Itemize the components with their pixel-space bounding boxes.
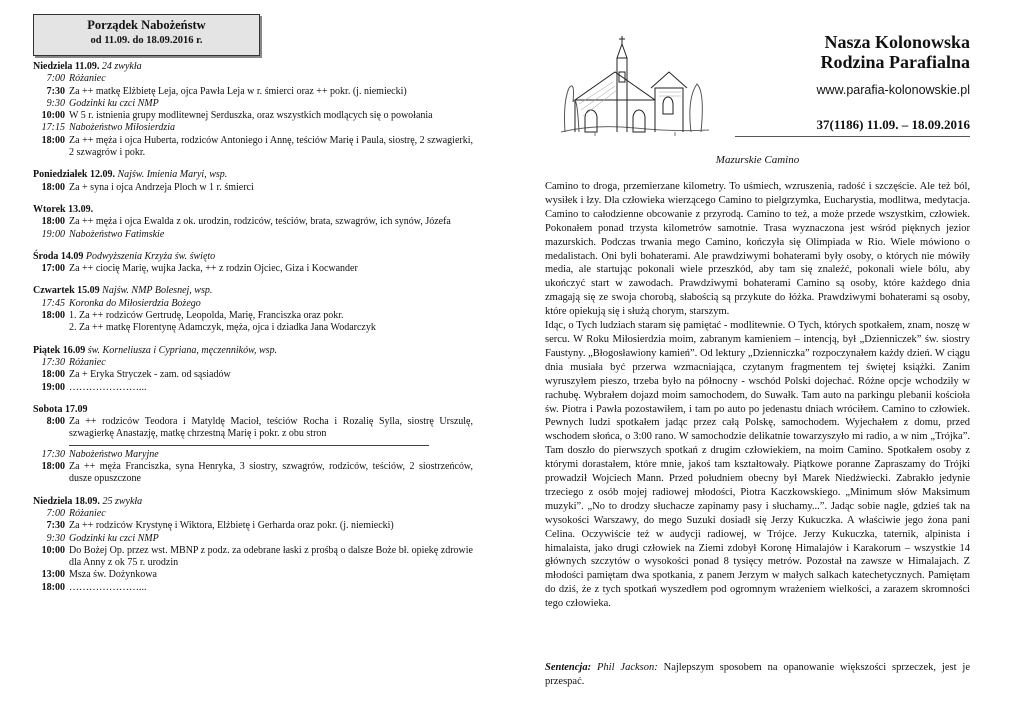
day-heading bbox=[33, 285, 473, 297]
entry-text: Godzinki ku czci NMP bbox=[69, 532, 159, 544]
article-paragraph: Camino to droga, przemierzane kilometry. To uśmiech, wzruszenia, radość i szczęście. Ale też ból, wysiłek i łzy. Dla człowieka wierzącego Camino to pielgrzymka, Eucharystia, modlitwa, medytacja. Camino to całodzienne obcowanie z przyrodą. Camino to też, a może przede wszystkim, człowiek. Pokonałem ponad trzysta kilometrów samotnie. Trasa wyznaczona jest wśród pięknych jezior mazurskich. Podczas trwania mego Camino, kończyła się Olimpiada w Rio. Wiele mówiono o medalistach. Oni byli bohaterami. Ale prawdziwymi bohaterami były osoby, o których nie mówiły media, ale startując pokonali wiele przeszkód, aby tam się znaleźć, pokonali wiele bólu, aby ukończyć start w zawodach. Prawdziwymi bohaterami Camino są osoby, które każdego dnia zmagają się ze swoja chorobą, słabością są przykute do łóżka. Prawdziwymi bohaterami są osoby, które opiekują się i służą chorym, starszym. bbox=[545, 181, 970, 318]
entry-time: 18:00 bbox=[41, 181, 65, 193]
entry-time: 7:00 bbox=[46, 507, 65, 519]
schedule-entry bbox=[33, 298, 473, 310]
schedule-entry bbox=[33, 122, 473, 134]
schedule-day bbox=[33, 285, 473, 334]
schedule-entry bbox=[33, 110, 473, 122]
sentencja-author: Phil Jackson: bbox=[597, 662, 658, 673]
entry-time: 17:30 bbox=[41, 356, 65, 368]
entry-text: 1. Za ++ rodziców Gertrudę, Leopolda, Marię, Franciszka oraz pokr. bbox=[69, 310, 344, 322]
schedule-day bbox=[33, 496, 473, 594]
day-note: 24 zwykła bbox=[101, 61, 142, 72]
entry-text: Za ++ męża i ojca Huberta, rodziców Antoniego i Annę, teściów Marię i Paula, siostrę, 2 szwagierki, 2 szwagrów i pokr. bbox=[69, 134, 473, 159]
day-name: Piątek 16.09 bbox=[33, 344, 86, 356]
entry-text: Za ++ rodziców Teodora i Matyldę Macioł, teściów Rocha i Rozalię Sylla, siostrę Urszulę, szwagierkę Anastazję, matkę chrzestną Marię i pokr. z obu stron bbox=[69, 416, 473, 440]
schedule-entry bbox=[33, 416, 473, 441]
schedule-entry bbox=[33, 182, 473, 194]
entry-text: Za + Eryka Stryczek - zam. od sąsiadów bbox=[69, 369, 231, 381]
entry-text: 2. Za ++ matkę Florentynę Adamczyk, męża, ojca i dziadka Jana Wodarczyk bbox=[69, 322, 376, 334]
schedule-entry bbox=[33, 449, 473, 461]
schedule-day bbox=[33, 404, 473, 441]
entry-time: 13:00 bbox=[41, 569, 65, 581]
schedule-title: Porządek Nabożeństw bbox=[87, 18, 206, 32]
schedule-dates: od 11.09. do 18.09.2016 r. bbox=[90, 35, 203, 47]
sentencja-text: Najlepszym sposobem na opanowanie większości sprzeczek, jest je przespać. bbox=[545, 662, 970, 687]
entry-time: 7:30 bbox=[46, 520, 65, 532]
day-heading bbox=[33, 169, 473, 181]
day-heading bbox=[33, 251, 473, 263]
day-note: św. Korneliusza i Cypriana, męczenników, wsp. bbox=[87, 344, 278, 356]
schedule-entry bbox=[33, 135, 473, 160]
sentencja-label: Sentencja: bbox=[545, 662, 592, 673]
schedule-day bbox=[33, 251, 473, 276]
schedule-day bbox=[33, 204, 473, 241]
day-name: Wtorek 13.09. bbox=[33, 203, 94, 215]
schedule-entry bbox=[33, 310, 473, 322]
entry-text: Za ++ ciocię Marię, wujka Jacka, ++ z rodzin Ojciec, Giza i Kocwander bbox=[69, 263, 358, 275]
entry-time: 8:00 bbox=[46, 416, 65, 428]
entry-text: Za ++ matkę Elżbietę Leja, ojca Pawła Leja w r. śmierci oraz ++ pokr. (j. niemiecki) bbox=[69, 85, 407, 97]
entry-text: …………………... bbox=[69, 581, 147, 593]
entry-text: Msza św. Dożynkowa bbox=[69, 569, 157, 581]
entry-text: Za + syna i ojca Andrzeja Ploch w 1 r. śmierci bbox=[69, 181, 254, 193]
entry-text: Za ++ męża Franciszka, syna Henryka, 3 siostry, szwagrów, rodziców, teściów, 2 siostrzeńców, dusze opuszczone bbox=[69, 461, 473, 485]
schedule-separator bbox=[69, 445, 429, 446]
entry-time: 19:00 bbox=[41, 228, 65, 240]
entry-text: Nabożeństwo Maryjne bbox=[69, 448, 159, 460]
day-note: Podwyższenia Krzyża św. święto bbox=[85, 250, 216, 262]
day-note: 25 zwykła bbox=[102, 495, 143, 507]
entry-time: 19:00 bbox=[41, 381, 65, 393]
entry-time: 17:00 bbox=[41, 263, 65, 275]
entry-text: Koronka do Miłosierdzia Bożego bbox=[69, 297, 201, 309]
entry-text: Nabożeństwo Fatimskie bbox=[69, 228, 165, 240]
schedule-entry bbox=[33, 382, 473, 394]
schedule-entry bbox=[33, 545, 473, 570]
entry-time: 18:00 bbox=[41, 216, 65, 228]
entry-time: 17:45 bbox=[41, 297, 65, 309]
schedule-entry bbox=[33, 582, 473, 594]
entry-time: 10:00 bbox=[41, 110, 65, 122]
entry-time: 18:00 bbox=[41, 461, 65, 473]
schedule-entry bbox=[33, 508, 473, 520]
day-name: Niedziela 18.09. bbox=[33, 495, 100, 507]
entry-time bbox=[33, 322, 69, 334]
entry-text: Za ++ męża i ojca Ewalda z ok. urodzin, rodziców, teściów, brata, szwagrów, ich synów, Józefa bbox=[69, 216, 451, 228]
schedule-day bbox=[33, 169, 473, 194]
entry-text: W 5 r. istnienia grupy modlitewnej Serduszka, oraz wszystkich modlących się o powołania bbox=[69, 110, 433, 122]
entry-time: 9:30 bbox=[46, 532, 65, 544]
entry-time: 18:00 bbox=[41, 134, 65, 146]
day-name: Sobota 17.09 bbox=[33, 403, 88, 415]
entry-text: Różaniec bbox=[69, 356, 106, 368]
day-name: Środa 14.09 bbox=[33, 250, 84, 262]
entry-text: …………………... bbox=[69, 381, 147, 393]
day-name: Czwartek 15.09 bbox=[33, 285, 100, 297]
schedule-entry bbox=[33, 86, 473, 98]
article-body bbox=[545, 180, 970, 611]
day-heading bbox=[33, 345, 473, 357]
article-title: Mazurskie Camino bbox=[715, 154, 800, 166]
entry-text: Godzinki ku czci NMP bbox=[69, 97, 159, 109]
schedule-day-continued bbox=[33, 449, 473, 486]
day-note: Najśw. NMP Bolesnej, wsp. bbox=[102, 285, 213, 297]
bulletin-title-line1: Nasza Kolonowska bbox=[824, 32, 970, 52]
schedule-header-box bbox=[33, 14, 260, 56]
entry-text: Do Bożej Op. przez wst. MBNP z podz. za odebrane łaski z prośbą o dalsze Boże bł. opiekę zdrowie dla Anny z ok 75 r. urodzin bbox=[69, 544, 473, 569]
day-name: Niedziela 11.09. bbox=[33, 61, 100, 72]
schedule-entry bbox=[33, 98, 473, 110]
church-drawing-icon bbox=[555, 32, 715, 138]
bulletin-title-line2: Rodzina Parafialna bbox=[820, 52, 970, 72]
schedule-day bbox=[33, 61, 473, 159]
schedule-entry bbox=[33, 533, 473, 545]
entry-time: 7:00 bbox=[46, 73, 65, 85]
entry-text: Nabożeństwo Miłosierdzia bbox=[69, 122, 176, 134]
schedule-entry bbox=[33, 229, 473, 241]
entry-time: 18:00 bbox=[41, 581, 65, 593]
schedule-entry bbox=[33, 520, 473, 532]
masthead-divider bbox=[735, 136, 970, 137]
schedule-entry bbox=[33, 369, 473, 381]
issue-number: 37(1186) 11.09. – 18.09.2016 bbox=[816, 117, 970, 132]
schedule-entry bbox=[33, 569, 473, 581]
entry-time: 18:00 bbox=[41, 369, 65, 381]
day-heading bbox=[33, 496, 473, 508]
article-paragraph: Idąc, o Tych ludziach staram się pamiętać - modlitewnie. O Tych, których spotkałem, znam, noszę w sercu. W Roku Miłosierdzia moim, zabranym kamieniem – intencją, był „Dzienniczek” św. siostry Faustyny. „Błogosławiony kamień”. Od lektury „Dzienniczka” rozpoczynałem każdy dzień. W ciągu dnia musiała być przerwa wzmacniająca, czytanym fragmentem tej świętej książki. Zanim wyruszyłem pieszo, trzeba było na północny - wschód Polski dojechać. Różne opcje wchodziły w rachubę. Wybrałem dojazd moim samochodem, do Suwałk. Tam auto na parkingu plebanii kościoła św. Piotra i Pawła pozostawiłem, i tam po auto po jedenastu dniach wróciłem. Camino to człowiek. Pewnych ludzi spotkałem jadąc przez całą Polskę, samochodem. Wyjechałem z domu, przed wschodem słońca, o 3:00 rano. W samochodzie delikatnie towarzyszyło mi radio, a w nim „Trójka”. Tam doszło do pierwszych spotkań z drugim człowiekiem, na moim Camino. Spotkałem osoby z którymi dorastałem, które mnie, jakoś tam kształtowały. Piątkowe poranne Zapraszamy do Trójki prowadził Wojciech Mann. Przed południem obecny był Marek Niedźwiecki. Zabrakło jedynie trzeciego z osób mojej radiowej młodości, Piotra Kaczkowskiego. „Minimum słów Maksimum muzyki”. „No to drodzy słuchacze zapinamy pasy i słuchamy...”. Jadąc sobie nagle, gdzieś tak na wysokości Warszawy, do mego Suzuki dosiadł się Jerzy Kukuczka. A właściwie jego żona pani Celina. Oczywiście też w audycji radiowej, w Trójce. Jerzy Kukuczka, taternik, alpinista i himalaista, jako drugi człowiek na Ziemi zdobył Koronę Himalajów i Karakorum – wszystkie 14 głównych szczytów o wysokości ponad 8 tysięcy metrów. Pozostał na zawsze w Himalajach. Z młodości pamiętam dwa spotkania, z panem Jerzym w małych salkach katechetycznych. Pamiętam do dziś, że z tych spotkań wyszedłem pod ogromnym wrażeniem wielkości, a zarazem skromności tego człowieka. bbox=[545, 320, 970, 610]
schedule-entry bbox=[33, 216, 473, 228]
entry-text: Różaniec bbox=[69, 507, 106, 519]
parish-website-url[interactable]: www.parafia-kolonowskie.pl bbox=[816, 83, 970, 97]
entry-time: 10:00 bbox=[41, 544, 65, 556]
schedule-entry bbox=[33, 73, 473, 85]
entry-time: 7:30 bbox=[46, 85, 65, 97]
entry-text: Różaniec bbox=[69, 73, 106, 85]
day-name: Poniedziałek 12.09. bbox=[33, 169, 115, 181]
entry-time: 9:30 bbox=[46, 97, 65, 109]
entry-time: 17:30 bbox=[41, 448, 65, 460]
day-heading bbox=[33, 404, 473, 416]
schedule-list bbox=[33, 61, 473, 604]
sentencja-quote bbox=[545, 661, 970, 689]
entry-time: 18:00 bbox=[41, 310, 65, 322]
day-note: Najśw. Imienia Maryi, wsp. bbox=[117, 169, 228, 181]
schedule-day bbox=[33, 345, 473, 394]
entry-text: Za ++ rodziców Krystynę i Wiktora, Elżbietę i Gerharda oraz pokr. (j. niemiecki) bbox=[69, 520, 394, 532]
day-heading bbox=[33, 204, 473, 216]
schedule-entry bbox=[33, 357, 473, 369]
schedule-entry bbox=[33, 263, 473, 275]
day-heading bbox=[33, 61, 473, 73]
schedule-entry bbox=[33, 322, 473, 334]
entry-time: 17:15 bbox=[41, 122, 65, 134]
schedule-entry bbox=[33, 461, 473, 486]
